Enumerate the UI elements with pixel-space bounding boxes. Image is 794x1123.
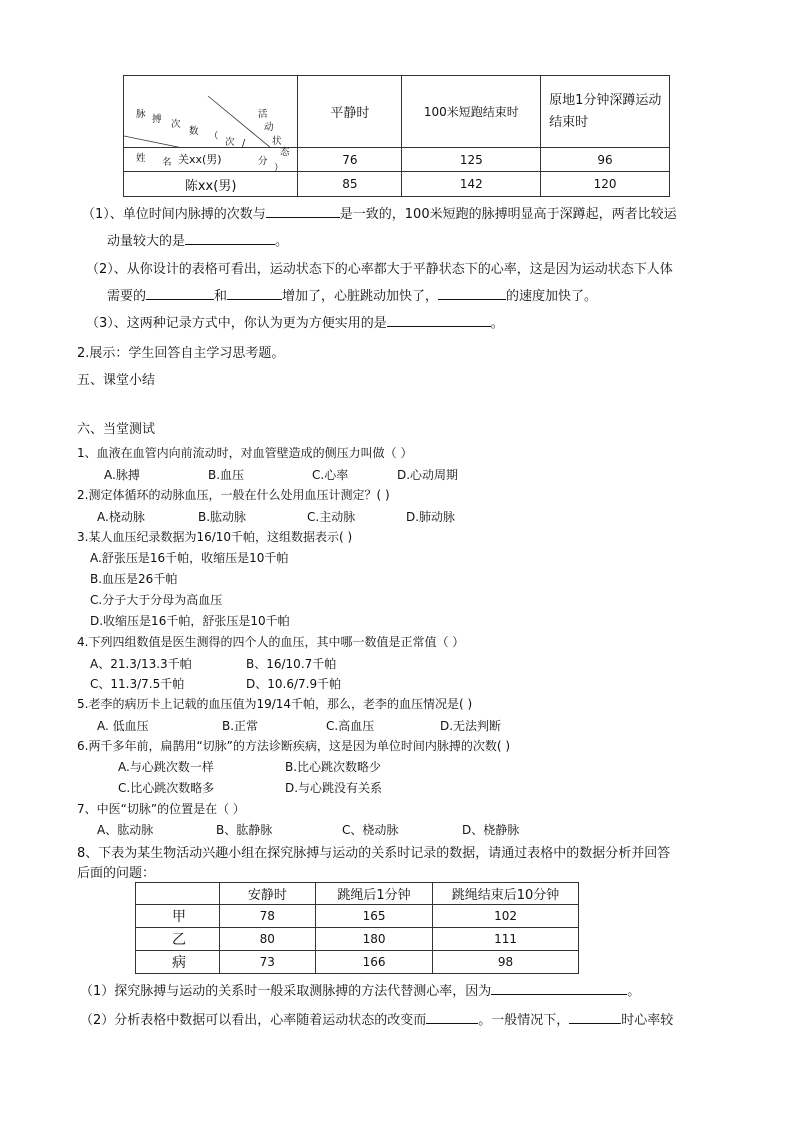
cell: 96 [541,148,670,172]
corner-frag: 数 [189,126,199,137]
q2-text: 增加了，心脏跳动加快了， [282,289,439,304]
mc1-option[interactable]: C.心率 [312,468,349,482]
cell: 180 [315,928,432,951]
corner-overlap: 关xx(男) [178,153,222,166]
mc5-stem: 5.老李的病历卡上记载的血压值为19/14千帕，那么，老李的血压情况是( ) [77,697,473,711]
cell: 73 [219,951,315,974]
corner-frag: 搏 [152,114,162,125]
q1-line2 [107,230,288,249]
corner-frag: 次 [171,119,181,130]
answer-blank[interactable] [266,205,340,218]
pulse-table [123,75,670,197]
row-name: 陈xx(男) [124,172,298,197]
cell: 85 [298,172,402,197]
corner-frag: 动 [264,122,274,133]
answer-blank[interactable] [569,1011,621,1024]
header-quiet: 安静时 [219,883,315,905]
q1-text: 动量较大的是 [107,234,186,249]
mc4-option[interactable]: D、10.6/7.9千帕 [246,677,342,691]
q2-line2 [107,285,597,304]
cell: 78 [219,905,315,928]
q8-stem: 后面的问题： [77,866,156,881]
row-name: 病 [136,951,220,974]
mc5-option[interactable]: A. 低血压 [97,719,149,733]
row-name-cell [124,148,298,172]
show-line: 2.展示：学生回答自主学习思考题。 [77,346,285,361]
q3-text: （3）、这两种记录方式中，你认为更为方便实用的是 [86,316,387,331]
mc1-option[interactable]: A.脉搏 [104,468,140,482]
mc7-option[interactable]: B、肱静脉 [216,823,273,837]
q3-line [86,312,504,331]
q2-line1 [86,258,673,277]
header-squat [541,76,670,148]
mc1-option[interactable]: D.心动周期 [397,468,459,482]
answer-blank[interactable] [146,287,214,300]
mc3-option[interactable]: D.收缩压是16千帕，舒张压是10千帕 [90,614,290,628]
q2-text: 需要的 [107,289,147,304]
mc6-stem: 6.两千多年前，扁鹊用“切脉”的方法诊断疾病，这是因为单位时间内脉搏的次数( ) [77,739,511,753]
header-rest: 平静时 [298,76,402,148]
mc5-option[interactable]: D.无法判断 [440,719,502,733]
mc4-option[interactable]: B、16/10.7千帕 [246,657,337,671]
q1-text: 是一致的，100米短跑的脉搏明显高于深蹲起，两者比较运 [339,207,677,222]
header-after-10min: 跳绳结束后10分钟 [433,883,579,905]
mc2-option[interactable]: C.主动脉 [307,510,356,524]
q8-2-text: 。一般情况下， [478,1013,570,1028]
corner-frag: 脉 [136,109,146,120]
corner-frag: 状 [272,136,282,147]
mc4-option[interactable]: A、21.3/13.3千帕 [90,657,192,671]
mc6-option[interactable]: A.与心跳次数一样 [118,760,214,774]
q1-line1 [82,203,677,222]
header-squat-text: 原地1分钟深蹲运动结束时 [549,92,662,130]
cell: 76 [298,148,402,172]
q1-text: （1）、单位时间内脉搏的次数与 [82,207,266,222]
mc6-option[interactable]: B.比心跳次数略少 [285,760,382,774]
mc7-stem: 7、中医“切脉”的位置是在（ ） [77,802,245,816]
q2-text: 和 [214,289,228,304]
mc2-option[interactable]: A.桡动脉 [97,510,145,524]
corner-frag: / [242,138,246,149]
q2-text: 的速度加快了。 [506,289,598,304]
section-test: 六、当堂测试 [77,422,156,437]
row-name: 乙 [136,928,220,951]
mc6-option[interactable]: C.比心跳次数略多 [118,781,215,795]
mc3-option[interactable]: B.血压是26千帕 [90,572,178,586]
mc5-option[interactable]: C.高血压 [326,719,375,733]
q2-text: （2）、从你设计的表格可看出，运动状态下的心率都大于平静状态下的心率，这是因为运动状态下人体 [86,262,673,277]
header-sprint: 100米短跑结束时 [402,76,541,148]
corner-frag: 次 [225,137,235,148]
mc1-option[interactable]: B.血压 [208,468,245,482]
answer-blank[interactable] [426,1011,478,1024]
cell: 165 [315,905,432,928]
mc3-option[interactable]: A.舒张压是16千帕，收缩压是10千帕 [90,551,289,565]
mc4-option[interactable]: C、11.3/7.5千帕 [90,677,185,691]
corner-frag: 姓 [136,153,146,164]
mc4-stem: 4.下列四组数值是医生测得的四个人的血压，其中哪一数值是正常值（ ） [77,635,465,649]
mc2-option[interactable]: D.肺动脉 [406,510,456,524]
mc3-option[interactable]: C.分子大于分母为高血压 [90,593,223,607]
mc3-stem: 3.某人血压纪录数据为16/10千帕，这组数据表示( ) [77,530,353,544]
q8-1-text: （1）探究脉搏与运动的关系时一般采取测脉搏的方法代替测心率，因为 [80,984,492,999]
corner-frag: 活 [258,109,268,120]
mc1-stem: 1、血液在血管内向前流动时，对血管壁造成的侧压力叫做（ ） [77,446,413,460]
header-blank [136,883,220,905]
q8-1-text: 。 [627,984,641,999]
exercise-table [135,882,579,974]
cell: 142 [402,172,541,197]
q8-2-text: （2）分析表格中数据可以看出，心率随着运动状态的改变而 [80,1013,427,1028]
section-summary: 五、课堂小结 [77,373,156,388]
mc6-option[interactable]: D.与心跳没有关系 [285,781,383,795]
answer-blank[interactable] [491,982,627,995]
q8-1-line [80,980,640,999]
mc2-option[interactable]: B.肱动脉 [198,510,247,524]
q8-stem: 8、下表为某生物活动兴趣小组在探究脉搏与运动的关系时记录的数据，请通过表格中的数据分析并回答 [77,846,671,861]
corner-frag: 分 [258,156,268,167]
mc7-option[interactable]: C、桡动脉 [342,823,399,837]
cell: 98 [433,951,579,974]
q8-2-line [80,1009,673,1028]
answer-blank[interactable] [387,314,491,327]
answer-blank[interactable] [227,287,282,300]
cell: 102 [433,905,579,928]
mc5-option[interactable]: B.正常 [222,719,259,733]
corner-frag: ） [274,163,284,174]
mc7-option[interactable]: A、肱动脉 [97,823,154,837]
corner-frag: 态 [280,147,290,158]
mc7-option[interactable]: D、桡静脉 [462,823,520,837]
cell: 166 [315,951,432,974]
row-name: 甲 [136,905,220,928]
header-after-1min: 跳绳后1分钟 [315,883,432,905]
q1-text: 。 [275,234,289,249]
cell: 125 [402,148,541,172]
answer-blank[interactable] [185,232,275,245]
q3-text: 。 [490,316,504,331]
cell: 80 [219,928,315,951]
answer-blank[interactable] [438,287,506,300]
corner-frag: 名 [162,157,172,168]
cell: 111 [433,928,579,951]
mc2-stem: 2.测定体循环的动脉血压，一般在什么处用血压计测定？( ) [77,488,390,502]
cell: 120 [541,172,670,197]
corner-frag: （ [209,131,219,142]
q8-2-text: 时心率较 [621,1013,674,1028]
